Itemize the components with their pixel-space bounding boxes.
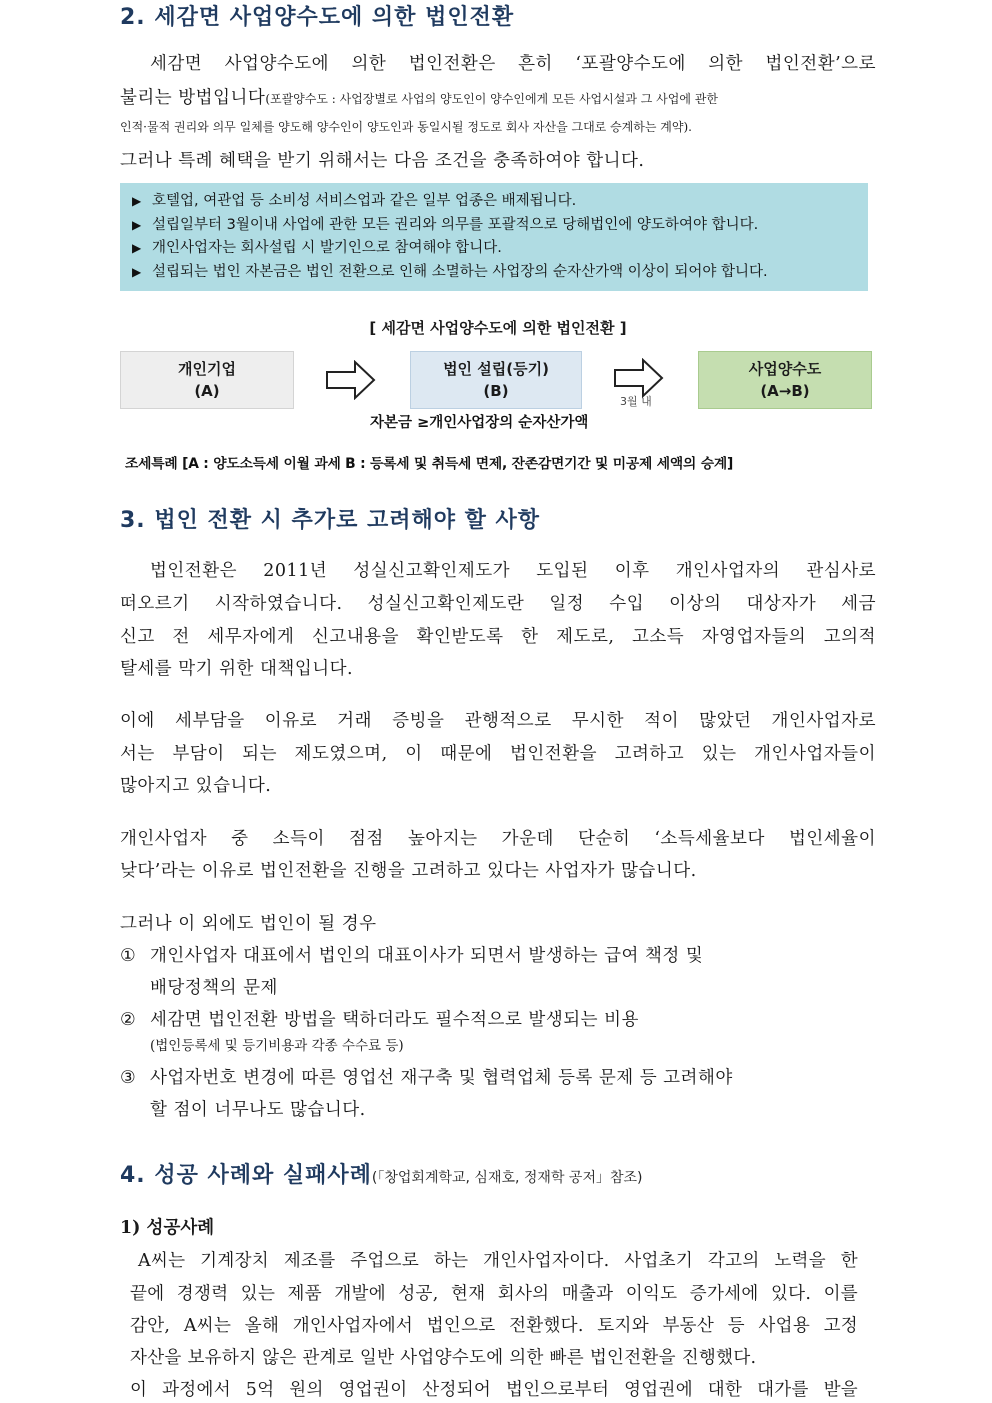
list-item: ② 세감면 법인전환 방법을 택하더라도 필수적으로 발생되는 비용 [120,1010,639,1030]
body-text-line: 서는 부담이 되는 제도였으며, 이 때문에 법인전환을 고려하고 있는 개인사업자들이 [120,744,876,764]
heading-reference: (「창업회계학교, 심재호, 정재학 공저」참조) [371,1170,643,1186]
body-text-line: 법인전환은 2011년 성실신고확인제도가 도입된 이후 개인사업자의 관심사로 [150,561,876,581]
triangle-bullet-icon: ▶ [132,264,142,279]
condition-item: ▶ 설립일부터 3월이내 사업에 관한 모든 권리와 의무를 포괄적으로 당해법인에 양도하여야 합니다. [132,214,856,238]
inline-note: (포괄양수도 : 사업장별로 사업의 양도인이 양수인에게 모든 사업시설과 그 사업에 관한 [265,92,718,106]
triangle-bullet-icon: ▶ [132,217,142,232]
body-text-line: 그러나 특례 혜택을 받기 위해서는 다음 조건을 충족하여야 합니다. [120,151,645,171]
body-text-line: 세감면 사업양수도에 의한 법인전환은 흔히 ‘포괄양수도에 의한 법인전환’으로 [150,54,876,74]
list-item-continuation: 할 점이 너무나도 많습니다. [150,1100,366,1120]
condition-item: ▶ 호텔업, 여관업 등 소비성 서비스업과 같은 일부 업종은 배제됩니다. [132,190,856,214]
capital-note: 자본금 ≥개인사업장의 순자산가액 [370,415,589,431]
tax-incentive-note: 조세특례 [A : 양도소득세 이월 과세 B : 등록세 및 취득세 면제, 잔존감면기간 및 미공제 세액의 승계] [125,456,734,472]
right-arrow-icon [326,360,376,400]
body-text-line: 낮다’라는 이유로 법인전환을 진행을 고려하고 있다는 사업자가 많습니다. [120,861,697,881]
right-arrow-icon [614,358,664,398]
list-item: ③ 사업자번호 변경에 따른 영업선 재구축 및 협력업체 등록 문제 등 고려해야 [120,1068,733,1088]
body-text-line: A씨는 기계장치 제조를 주업으로 하는 개인사업자이다. 사업초기 각고의 노력을 한 [138,1251,858,1271]
subheading-success-case: 1) 성공사례 [120,1218,215,1238]
body-text-line: 이 과정에서 5억 원의 영업권이 산정되어 법인으로부터 영업권에 대한 대가를 받을 [130,1380,858,1400]
body-text-line: 신고 전 세무자에게 신고내용을 확인받도록 한 제도로, 고소득 자영업자들의 고의적 [120,627,876,647]
inline-note-line: 인적·물적 권리와 의무 일체를 양도해 양수인이 양도인과 동일시될 정도로 회사 자산을 그대로 승계하는 계약). [120,120,692,134]
flow-box-transfer: 사업양수도 (A→B) [698,351,872,409]
condition-item: ▶ 개인사업자는 회사설립 시 발기인으로 참여해야 합니다. [132,237,856,261]
body-text-line: 많아지고 있습니다. [120,776,272,796]
condition-item: ▶ 설립되는 법인 자본금은 법인 전환으로 인해 소멸하는 사업장의 순자산가액 이상이 되어야 합니다. [132,261,856,285]
body-text-line: 불리는 방법입니다(포괄양수도 : 사업장별로 사업의 양도인이 양수인에게 모든 사업시설과 그 사업에 관한 [120,88,718,108]
body-text-line: 자산을 보유하지 않은 관계로 일반 사업양수도에 의한 빠른 법인전환을 진행했다. [130,1348,757,1368]
section-4-heading: 4. 성공 사례와 실패사례(「창업회계학교, 심재호, 정재학 공저」참조) [120,1163,643,1188]
body-text-line: 개인사업자 중 소득이 점점 높아지는 가운데 단순히 ‘소득세율보다 법인세율이 [120,829,876,849]
body-text-line: 이에 세부담을 이유로 거래 증빙을 관행적으로 무시한 적이 많았던 개인사업자로 [120,711,876,731]
list-item-note: (법인등록세 및 등기비용과 각종 수수료 등) [150,1038,404,1054]
arrow-note: 3월 내 [620,395,652,408]
body-text-line: 떠오르기 시작하였습니다. 성실신고확인제도란 일정 수입 이상의 대상자가 세금 [120,594,876,614]
list-item-continuation: 배당정책의 문제 [150,978,278,998]
flow-box-individual: 개인기업 (A) [120,351,294,409]
body-text-line: 그러나 이 외에도 법인이 될 경우 [120,914,377,934]
conditions-box [120,183,868,291]
triangle-bullet-icon: ▶ [132,241,142,255]
triangle-bullet-icon: ▶ [132,194,142,208]
flow-box-corporation: 법인 설립(등기) (B) [410,351,582,409]
body-text-line: 탈세를 막기 위한 대책입니다. [120,659,354,679]
section-2-heading: 2. 세감면 사업양수도에 의한 법인전환 [120,5,515,30]
body-text-line: 감안, A씨는 올해 개인사업자에서 법인으로 전환했다. 토지와 부동산 등 사업용 고정 [130,1316,858,1336]
diagram-caption: [ 세감면 사업양수도에 의한 법인전환 ] [369,319,627,337]
list-item: ① 개인사업자 대표에서 법인의 대표이사가 되면서 발생하는 급여 책정 및 [120,946,704,966]
section-3-heading: 3. 법인 전환 시 추가로 고려해야 할 사항 [120,508,541,533]
body-text-line: 끝에 경쟁력 있는 제품 개발에 성공, 현재 회사의 매출과 이익도 증가세에 있다. 이를 [130,1284,858,1304]
